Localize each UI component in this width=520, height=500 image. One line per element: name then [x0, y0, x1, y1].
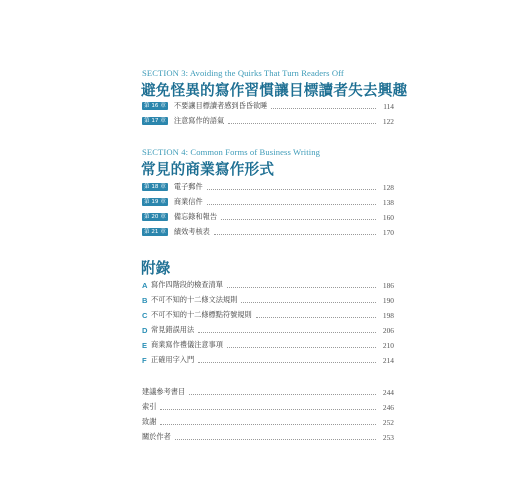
appendix-item-title: 商業寫作禮儀注意事項: [151, 340, 223, 349]
page-number: 214: [382, 355, 394, 365]
section-3-title[interactable]: 避免怪異的寫作習慣讓目標讀者失去興趣: [141, 82, 408, 99]
toc-entry-about-author[interactable]: [142, 432, 394, 442]
backmatter-title: 索引: [142, 402, 157, 411]
chapter-title: 備忘錄和報告: [173, 212, 218, 221]
toc-entry-index[interactable]: [142, 402, 394, 412]
appendix-item-title: 正確用字入門: [151, 355, 195, 364]
dot-leader: [221, 219, 376, 220]
dot-leader: [189, 394, 376, 395]
backmatter-title: 建議參考書目: [142, 387, 186, 396]
appendix-letter: A: [142, 280, 148, 290]
page-number: 122: [382, 116, 394, 126]
chapter-badge: 第 16 章: [144, 103, 166, 109]
dot-leader: [207, 204, 376, 205]
appendix-item-title: 不可不知的十二條標點符號規則: [151, 310, 252, 319]
dot-leader: [227, 287, 376, 288]
page-number: 186: [382, 280, 394, 290]
toc-entry-chapter-18[interactable]: [142, 182, 394, 192]
page-number: 198: [382, 310, 394, 320]
dot-leader: [198, 362, 376, 363]
toc-entry-bibliography[interactable]: [142, 387, 394, 397]
appendix-letter: D: [142, 325, 148, 335]
toc-entry-appendix-f[interactable]: [142, 355, 394, 365]
dot-leader: [228, 123, 376, 124]
dot-leader: [241, 302, 376, 303]
toc-entry-chapter-19[interactable]: [142, 197, 394, 207]
toc-entry-chapter-16[interactable]: [142, 101, 394, 111]
toc-entry-acknowledgments[interactable]: [142, 417, 394, 427]
toc-entry-chapter-21[interactable]: [142, 227, 394, 237]
page-number: 253: [382, 432, 394, 442]
dot-leader: [160, 409, 376, 410]
appendix-letter: B: [142, 295, 148, 305]
page-number: 114: [383, 101, 394, 111]
appendix-title[interactable]: 附錄: [141, 260, 171, 277]
chapter-title: 不要讓目標讀者感到昏昏欲睡: [173, 101, 268, 110]
chapter-badge: 第 20 章: [144, 214, 166, 220]
toc-entry-appendix-b[interactable]: [142, 295, 394, 305]
dot-leader: [198, 332, 376, 333]
page-number: 190: [382, 295, 394, 305]
backmatter-title: 致謝: [142, 417, 157, 426]
chapter-title: 電子郵件: [173, 182, 203, 191]
chapter-title: 商業信件: [173, 197, 203, 206]
chapter-title: 注意寫作的語氣: [173, 116, 225, 125]
chapter-badge: 第 21 章: [144, 229, 166, 235]
page-number: 138: [382, 197, 394, 207]
section-3-label: SECTION 3: Avoiding the Quirks That Turn Readers Off: [142, 68, 344, 78]
appendix-letter: F: [142, 355, 147, 365]
toc-entry-appendix-a[interactable]: [142, 280, 394, 290]
appendix-letter: E: [142, 340, 148, 350]
appendix-item-title: 常見錯誤用法: [151, 325, 195, 334]
section-4-label: SECTION 4: Common Forms of Business Writing: [142, 147, 321, 157]
dot-leader: [227, 347, 376, 348]
section-4-title[interactable]: 常見的商業寫作形式: [141, 161, 275, 178]
dot-leader: [160, 424, 376, 425]
toc-entry-appendix-e[interactable]: [142, 340, 394, 350]
backmatter-title: 關於作者: [142, 432, 171, 441]
page-number: 252: [382, 417, 394, 427]
page-number: 246: [382, 402, 394, 412]
page-number: 210: [382, 340, 394, 350]
chapter-badge: 第 19 章: [144, 199, 166, 205]
page-number: 170: [382, 227, 394, 237]
dot-leader: [256, 317, 376, 318]
page-number: 128: [382, 182, 394, 192]
toc-entry-chapter-20[interactable]: [142, 212, 394, 222]
toc-entry-chapter-17[interactable]: [142, 116, 394, 126]
page-number: 160: [382, 212, 394, 222]
dot-leader: [175, 439, 376, 440]
appendix-item-title: 寫作四階段的檢查清單: [151, 280, 223, 289]
dot-leader: [214, 234, 376, 235]
appendix-item-title: 不可不知的十二條文法規則: [151, 295, 238, 304]
page-number: 244: [382, 387, 394, 397]
dot-leader: [271, 108, 376, 109]
toc-entry-appendix-d[interactable]: [142, 325, 394, 335]
page-number: 206: [382, 325, 394, 335]
appendix-letter: C: [142, 310, 148, 320]
chapter-badge: 第 17 章: [144, 118, 166, 124]
chapter-badge: 第 18 章: [144, 184, 166, 190]
dot-leader: [207, 189, 376, 190]
toc-entry-appendix-c[interactable]: [142, 310, 394, 320]
chapter-title: 績效考核表: [173, 227, 210, 236]
